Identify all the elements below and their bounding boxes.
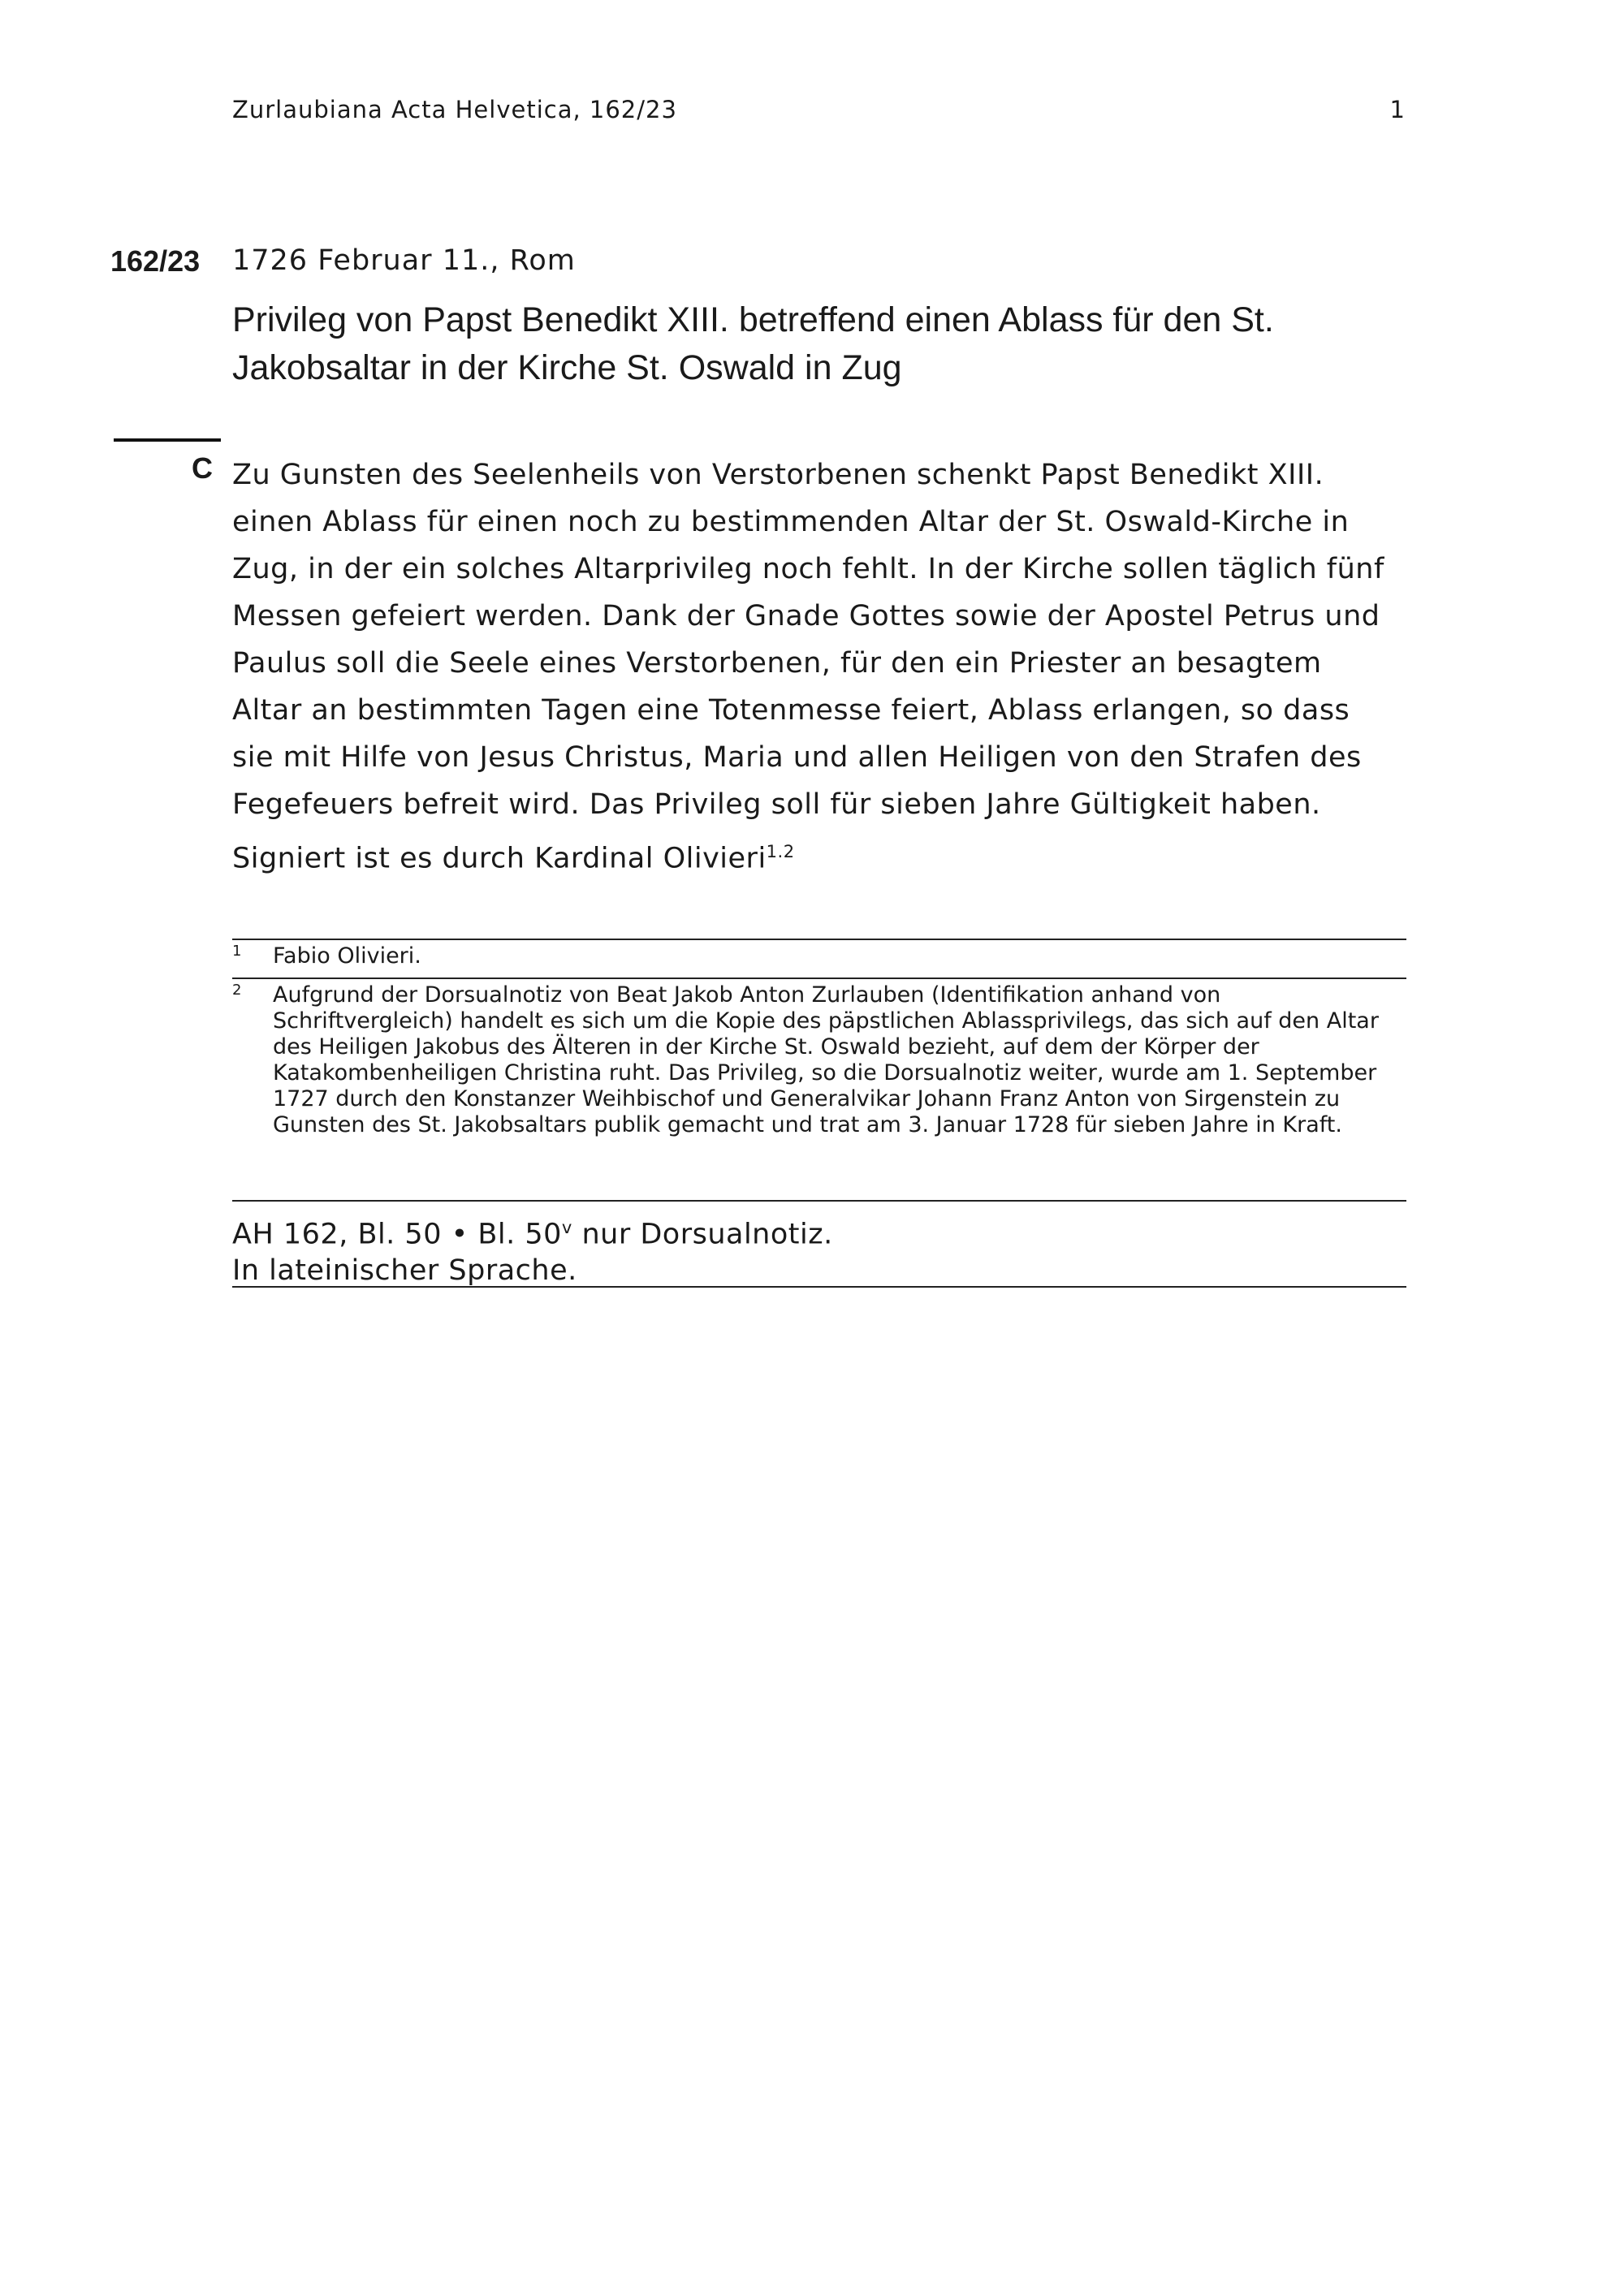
footnote-2: [232, 982, 1406, 1138]
source-note: [232, 1210, 1406, 1288]
document-number: 162/23: [110, 244, 201, 278]
abstract: [232, 451, 1393, 883]
abstract-text: Zu Gunsten des Seelenheils von Verstorbenen schenkt Papst Benedikt XIII. einen Ablass für einen noch zu bestimmenden Altar der St. Oswald-Kirche in Zug, in der ein solches Altarprivileg noch fehlt. In der Kirche sollen täglich fünf Messen gefeiert werden. Dank der Gnade Gottes sowie der Apostel Petrus und Paulus soll die Seele eines Verstorbenen, für den ein Priester an besagtem Altar an bestimmten Tagen eine Totenmesse feiert, Ablass erlangen, so dass sie mit Hilfe von Jesus Christus, Maria und allen Heiligen von den Strafen des Fegefeuers befreit wird. Das Privileg soll für sieben Jahre Gültigkeit haben. Signiert ist es durch Kardinal Olivieri: [232, 459, 1384, 875]
source-divider: [232, 1200, 1406, 1202]
footnote-text: Fabio Olivieri.: [273, 943, 421, 969]
footnote-number: 2: [232, 982, 242, 999]
document-date-place: 1726 Februar 11., Rom: [232, 244, 576, 277]
source-line-1: AH 162, Bl. 50 • Bl. 50$^v$ nur Dorsualnotiz.: [232, 1218, 833, 1251]
footnote-divider: [232, 978, 1406, 979]
footnote-reference[interactable]: 1.2: [766, 842, 795, 861]
source-divider-bottom: [232, 1286, 1406, 1288]
document-title: Privileg von Papst Benedikt XIII. betreffend einen Ablass für den St. Jakobsaltar in der Kirche St. Oswald in Zug: [232, 300, 1274, 387]
source-line-2: In lateinischer Sprache.: [232, 1254, 577, 1287]
page-number: 1: [1389, 96, 1405, 123]
running-header-title: Zurlaubiana Acta Helvetica, 162/23: [232, 96, 677, 123]
section-divider: [114, 438, 221, 442]
footnote-divider: [232, 939, 1406, 940]
footnote-number: 1: [232, 943, 242, 960]
footnote-1: [232, 943, 1406, 969]
footnote-text: Aufgrund der Dorsualnotiz von Beat Jakob Anton Zurlauben (Identifikation anhand von Schriftvergleich) handelt es sich um die Kopie des päpstlichen Ablassprivilegs, das sich auf den Altar des Heiligen Jakobus des Älteren in der Kirche St. Oswald bezieht, auf dem der Körper der Katakombenheiligen Christina ruht. Das Privileg, so die Dorsualnotiz weiter, wurde am 1. September 1727 durch den Konstanzer Weihbischof und Generalvikar Johann Franz Anton von Sirgenstein zu Gunsten des St. Jakobsaltars publik gemacht und trat am 3. Januar 1728 für sieben Jahre in Kraft.: [273, 982, 1379, 1137]
abstract-marker: C: [192, 451, 213, 485]
